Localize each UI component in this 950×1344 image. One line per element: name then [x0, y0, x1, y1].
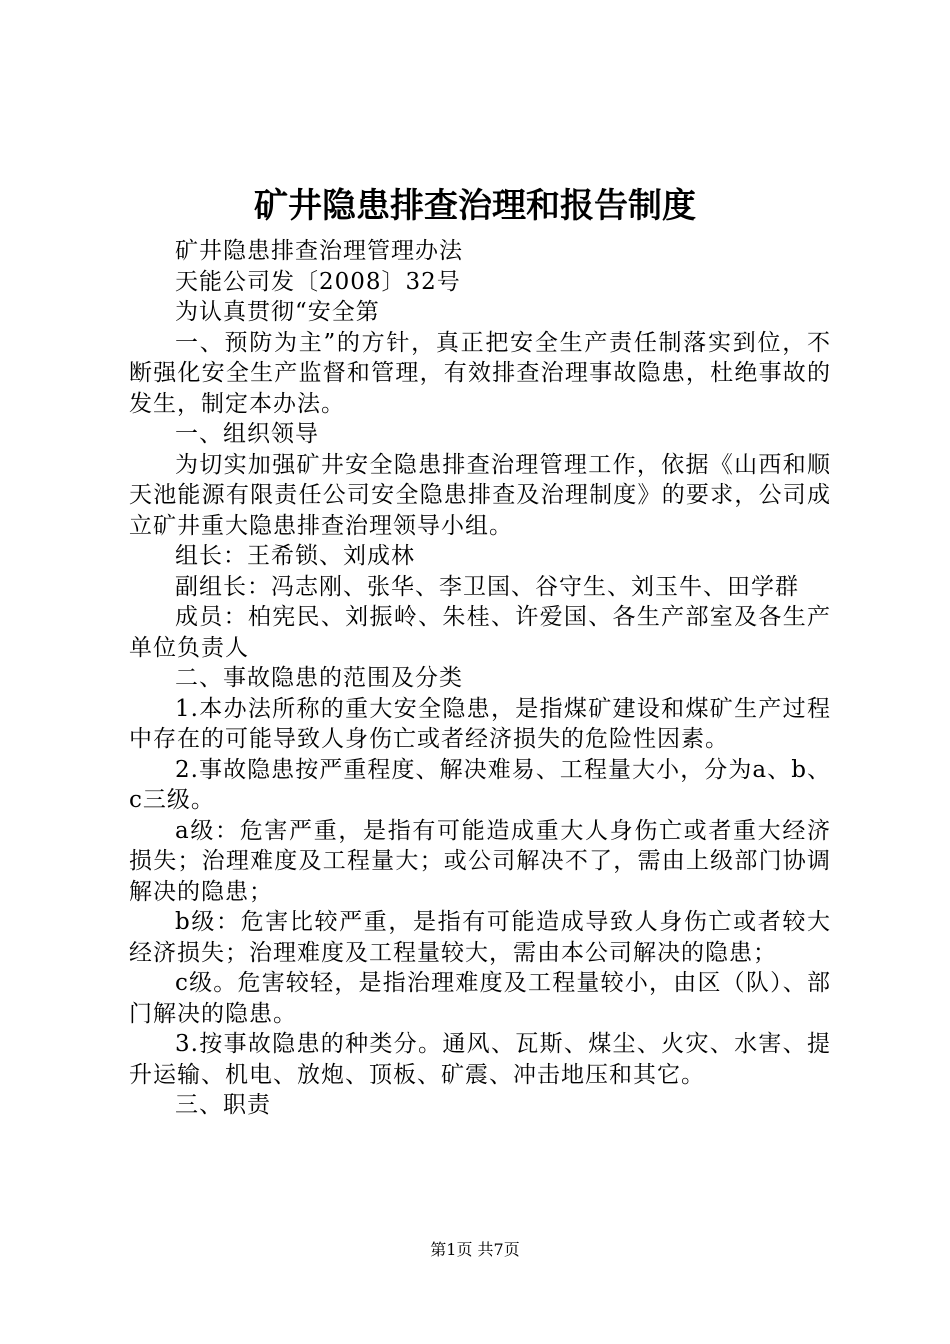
section-heading: 三、职责: [175, 1092, 271, 1118]
document-body: [129, 236, 831, 1121]
paragraph: 3.按事故隐患的种类分。通风、瓦斯、煤尘、火灾、水害、提升运输、机电、放炮、顶板、矿震、冲击地压和其它。: [129, 1031, 831, 1088]
page-number-footer: 第1页 共7页: [430, 1240, 520, 1259]
paragraph: 为认真贯彻“安全第: [175, 299, 380, 325]
paragraph: 成员：柏宪民、刘振岭、朱桂、许爱国、各生产部室及各生产单位负责人: [129, 604, 831, 661]
paragraph: 2.事故隐患按严重程度、解决难易、工程量大小，分为a、b、c三级。: [129, 756, 831, 813]
paragraph: 为切实加强矿井安全隐患排查治理管理工作，依据《山西和顺天池能源有限责任公司安全隐患排查及治理制度》的要求，公司成立矿井重大隐患排查治理领导小组。: [129, 451, 831, 539]
paragraph: 1.本办法所称的重大安全隐患，是指煤矿建设和煤矿生产过程中存在的可能导致人身伤亡或者经济损失的危险性因素。: [129, 695, 831, 752]
paragraph: 组长：王希锁、刘成林: [175, 543, 415, 569]
paragraph: 矿井隐患排查治理管理办法: [175, 238, 463, 264]
paragraph: b级：危害比较严重，是指有可能造成导致人身伤亡或者较大经济损失；治理难度及工程量较大，需由本公司解决的隐患；: [129, 909, 831, 966]
paragraph: c级。危害较轻，是指治理难度及工程量较小，由区（队）、部门解决的隐患。: [129, 970, 831, 1027]
document-title: 矿井隐患排查治理和报告制度: [254, 186, 696, 226]
section-heading: 一、组织领导: [175, 421, 319, 447]
paragraph: 一、预防为主”的方针，真正把安全生产责任制落实到位，不断强化安全生产监督和管理，有效排查治理事故隐患，杜绝事故的发生，制定本办法。: [129, 329, 831, 417]
paragraph: a级：危害严重，是指有可能造成重大人身伤亡或者重大经济损失；治理难度及工程量大；或公司解决不了，需由上级部门协调解决的隐患；: [129, 817, 831, 905]
paragraph: 天能公司发〔2008〕32号: [175, 268, 461, 295]
paragraph: 副组长：冯志刚、张华、李卫国、谷守生、刘玉牛、田学群: [175, 573, 799, 600]
section-heading: 二、事故隐患的范围及分类: [175, 665, 463, 691]
